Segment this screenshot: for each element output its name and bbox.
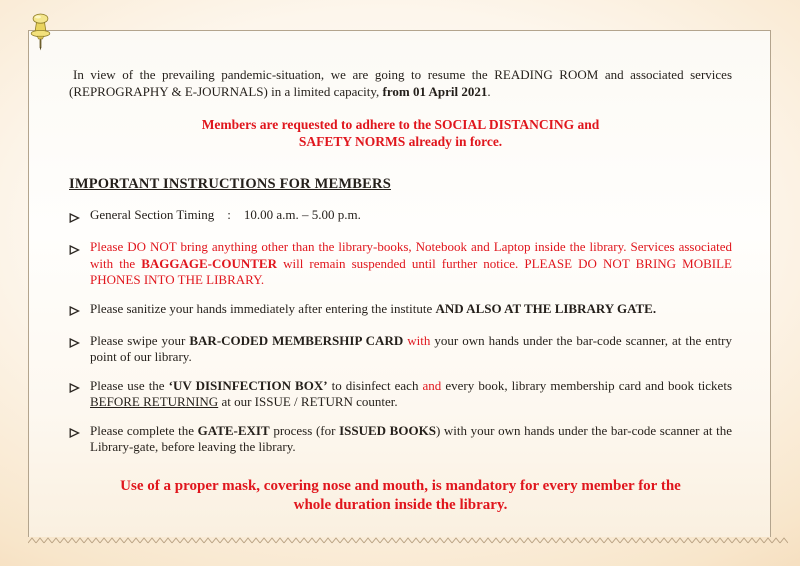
- gate-exit-bold: GATE-EXIT: [197, 422, 270, 438]
- arrowhead-bullet-icon: [69, 378, 90, 411]
- intro-text-1: In view of the prevailing pandemic-situation, we are going to resume the READING ROOM and associated services (REPROGRAPHY & E-JOURNALS) in a limited capacity,: [69, 67, 732, 99]
- uv-box-bold: ‘UV DISINFECTION BOX’: [168, 377, 328, 393]
- mask-mandatory-notice: [69, 477, 732, 515]
- distancing-line-1: Members are requested to adhere to the SOCIAL DISTANCING and: [201, 117, 600, 132]
- instruction-text: [90, 301, 732, 321]
- instruction-item-sanitize: [69, 301, 732, 321]
- instruction-text: [90, 239, 732, 289]
- instruction-item-timing: [69, 207, 732, 227]
- footer-line-1: Use of a proper mask, covering nose and mouth, is mandatory for every member for the: [120, 477, 681, 494]
- segment: Please DO NOT bring anything other than the library-books, Notebook and Laptop inside the library. Services associated with the: [90, 239, 732, 271]
- library-gate-bold: AND ALSO AT THE LIBRARY GATE.: [435, 300, 657, 316]
- instruction-item-gate-exit: [69, 423, 732, 456]
- distancing-line-2: SAFETY NORMS already in force.: [298, 134, 503, 149]
- before-returning-underlined: BEFORE RETURNING: [90, 394, 219, 409]
- instruction-text: [90, 378, 732, 411]
- segment-red: with: [407, 332, 431, 348]
- segment: ) with your own hands under the bar-code scanner at the Library-gate, before leaving the library.: [90, 422, 733, 454]
- segment: every book, library membership card and book tickets: [441, 377, 733, 393]
- instruction-text: General Section Timing : 10.00 a.m. – 5.00 p.m.: [90, 207, 361, 222]
- segment: Please sanitize your hands immediately after entering the institute: [90, 300, 436, 316]
- instructions-list: [69, 207, 732, 456]
- segment: Please use the: [90, 377, 169, 393]
- zigzag-torn-edge: [28, 536, 788, 545]
- segment: Please complete the: [90, 422, 198, 438]
- issued-books-bold: ISSUED BOOKS: [339, 422, 436, 438]
- arrowhead-bullet-icon: [69, 301, 90, 321]
- instruction-text: [90, 333, 732, 366]
- notice-content: [29, 31, 770, 537]
- notice-paper: [28, 30, 771, 537]
- intro-text-2: .: [487, 83, 491, 99]
- membership-card-bold: BAR-CODED MEMBERSHIP CARD: [189, 332, 408, 348]
- segment: at our ISSUE / RETURN counter.: [218, 394, 398, 409]
- arrowhead-bullet-icon: [69, 333, 90, 366]
- intro-start-date: from 01 April 2021: [382, 83, 488, 99]
- arrowhead-bullet-icon: [69, 239, 90, 289]
- baggage-counter-bold: BAGGAGE-COUNTER: [141, 255, 277, 271]
- segment: process (for: [269, 422, 340, 438]
- pushpin-icon: [26, 13, 56, 53]
- intro-paragraph: [69, 67, 732, 100]
- arrowhead-bullet-icon: [69, 423, 90, 456]
- instructions-heading: IMPORTANT INSTRUCTIONS FOR MEMBERS: [69, 176, 391, 192]
- distancing-notice: [69, 116, 732, 150]
- instruction-item-membership-card: [69, 333, 732, 366]
- segment: Please swipe your: [90, 332, 190, 348]
- segment: to disinfect each: [327, 377, 423, 393]
- arrowhead-bullet-icon: [69, 207, 90, 227]
- segment: your own hands under the bar-code scanner, at the entry point of our library.: [90, 332, 733, 364]
- segment-red: and: [422, 377, 442, 393]
- instruction-item-no-belongings: [69, 239, 732, 289]
- segment: will remain suspended until further notice. PLEASE DO NOT BRING MOBILE PHONES INTO THE LIBRARY.: [90, 255, 732, 287]
- instruction-text: [90, 423, 732, 456]
- footer-line-2: whole duration inside the library.: [293, 496, 508, 513]
- instruction-item-uv-box: [69, 378, 732, 411]
